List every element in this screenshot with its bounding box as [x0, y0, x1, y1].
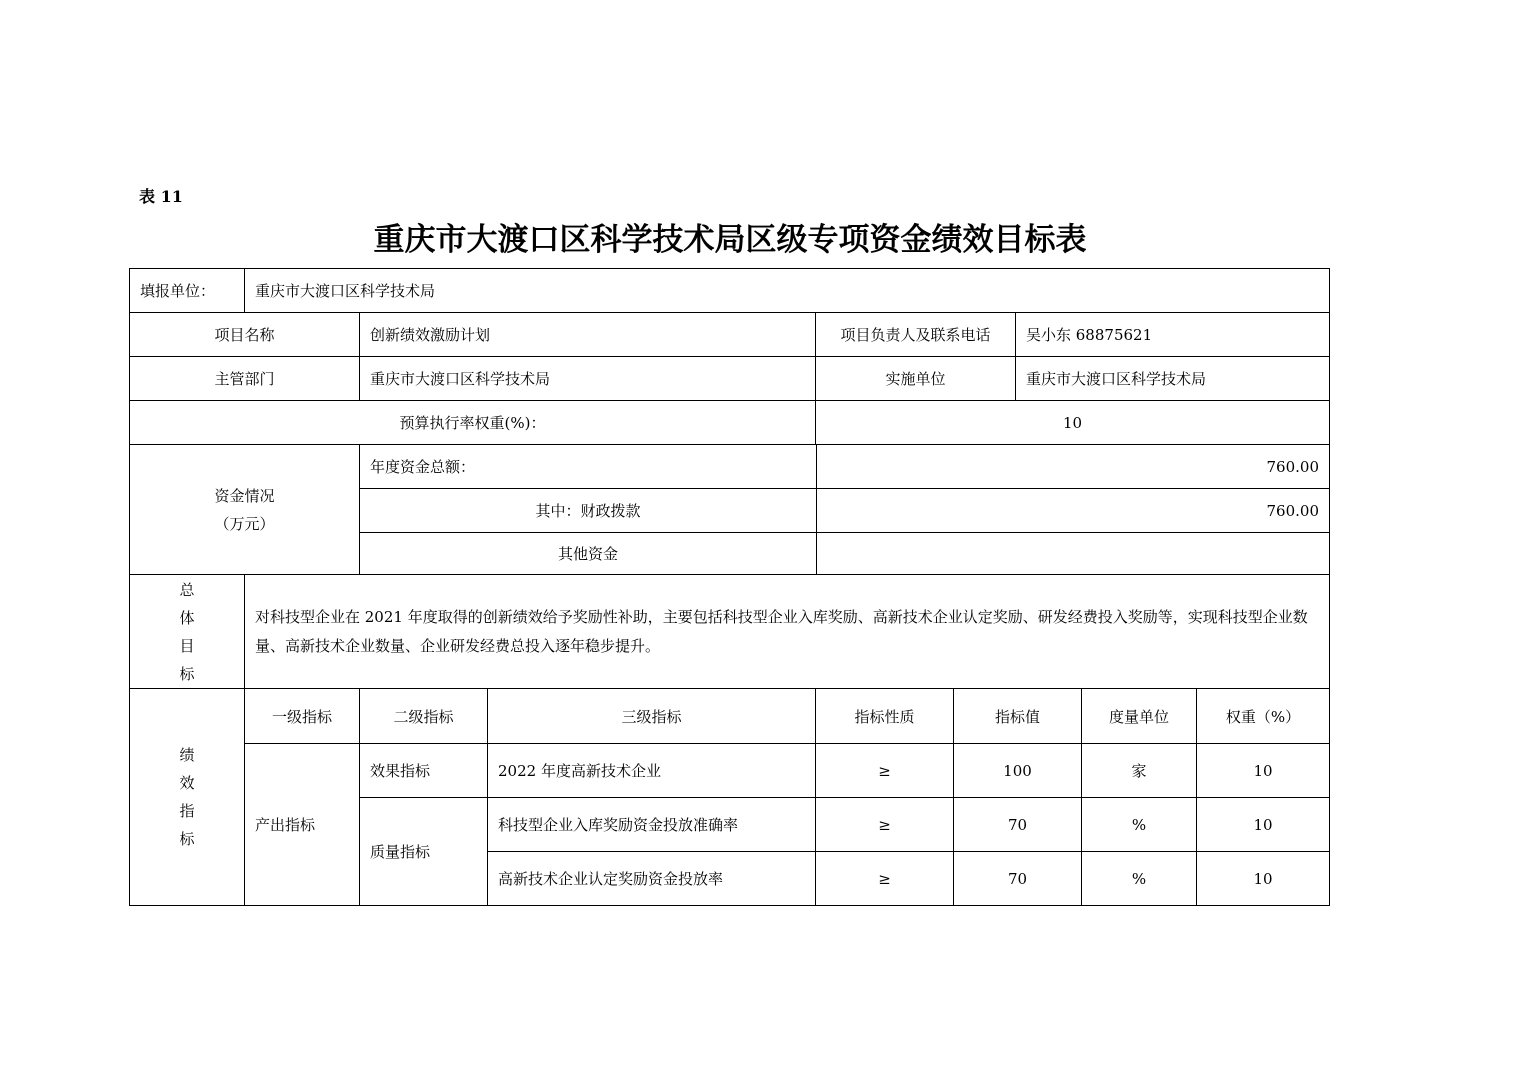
department-label: 主管部门: [214, 370, 275, 388]
report-unit-row: [130, 269, 1329, 312]
indicator-unit: %: [1081, 851, 1196, 905]
funds-fiscal-label: 其中：财政拨款: [535, 502, 641, 520]
indicator-name: 高新技术企业认定奖励资金投放率: [487, 851, 815, 905]
department-value: 重庆市大渡口区科学技术局: [359, 357, 815, 400]
funds-other-row: [360, 532, 1329, 574]
funds-label-line2: （万元）: [214, 514, 275, 533]
project-contact-value: 吴小东 68875621: [1015, 313, 1329, 356]
project-name-label: 项目名称: [214, 326, 275, 344]
perf-char: 标: [179, 830, 195, 848]
goal-char: 标: [179, 664, 195, 683]
header-unit: 度量单位: [1081, 689, 1196, 743]
indicator-unit: %: [1081, 797, 1196, 851]
funds-detail: [359, 445, 1329, 574]
perf-char: 效: [179, 774, 195, 792]
implementing-unit-value: 重庆市大渡口区科学技术局: [1015, 357, 1329, 400]
goal-char: 总: [179, 580, 195, 599]
funds-total-row: [360, 445, 1329, 488]
funds-other-label: 其他资金: [557, 545, 618, 563]
indicator-value: 70: [953, 851, 1081, 905]
header-level2: 二级指标: [359, 689, 487, 743]
budget-row: [130, 400, 1329, 444]
perf-char: 绩: [179, 746, 195, 764]
indicator-nature: ≥: [815, 851, 953, 905]
indicator-weight: 10: [1196, 851, 1329, 905]
project-name-value: 创新绩效激励计划: [359, 313, 815, 356]
indicator-weight: 10: [1196, 743, 1329, 797]
level2-quality: 质量指标: [359, 797, 487, 905]
page-title: 重庆市大渡口区科学技术局区级专项资金绩效目标表: [373, 222, 1087, 258]
funds-block: [130, 444, 1329, 574]
implementing-unit-label: 实施单位: [815, 357, 1015, 400]
indicator-name: 科技型企业入库奖励资金投放准确率: [487, 797, 815, 851]
indicator-weight: 10: [1196, 797, 1329, 851]
header-value: 指标值: [953, 689, 1081, 743]
funds-fiscal-row: [360, 488, 1329, 532]
funds-fiscal-value: 760.00: [816, 489, 1329, 532]
indicator-nature: ≥: [815, 743, 953, 797]
table-number: 表 11: [139, 187, 183, 206]
department-row: [130, 356, 1329, 400]
performance-label: [130, 689, 244, 905]
level1-output: 产出指标: [244, 743, 359, 905]
indicator-nature: ≥: [815, 797, 953, 851]
performance-indicators: [130, 688, 1329, 905]
funds-total-value: 760.00: [816, 445, 1329, 488]
header-level1: 一级指标: [244, 689, 359, 743]
overall-goal-row: [130, 574, 1329, 688]
perf-char: 指: [179, 802, 195, 820]
overall-goal-text: 对科技型企业在 2021 年度取得的创新绩效给予奖励性补助，主要包括科技型企业入库奖励、高新技术企业认定奖励、研发经费投入奖励等，实现科技型企业数量、高新技术企业数量、企业研发经费总投入逐年稳步提升。: [244, 575, 1329, 688]
performance-target-table: [129, 268, 1330, 906]
budget-weight-label: 预算执行率权重(%)：: [399, 414, 546, 432]
goal-char: 体: [179, 608, 195, 627]
header-weight: 权重（%）: [1196, 689, 1329, 743]
project-row: [130, 312, 1329, 356]
budget-weight-value: 10: [815, 401, 1329, 444]
header-nature: 指标性质: [815, 689, 953, 743]
project-contact-label: 项目负责人及联系电话: [815, 313, 1015, 356]
funds-label-line1: 资金情况: [214, 486, 275, 505]
indicator-unit: 家: [1081, 743, 1196, 797]
funds-other-value: [816, 533, 1329, 574]
goal-char: 目: [179, 636, 195, 655]
indicator-value: 100: [953, 743, 1081, 797]
indicator-value: 70: [953, 797, 1081, 851]
funds-total-label: 年度资金总额：: [370, 458, 476, 476]
overall-goal-label: [130, 575, 244, 688]
level2-effect: 效果指标: [359, 743, 487, 797]
report-unit-value: 重庆市大渡口区科学技术局: [244, 269, 1329, 312]
header-level3: 三级指标: [487, 689, 815, 743]
indicator-name: 2022 年度高新技术企业: [487, 743, 815, 797]
funds-label: [130, 445, 359, 574]
report-unit-label: 填报单位：: [140, 282, 216, 300]
